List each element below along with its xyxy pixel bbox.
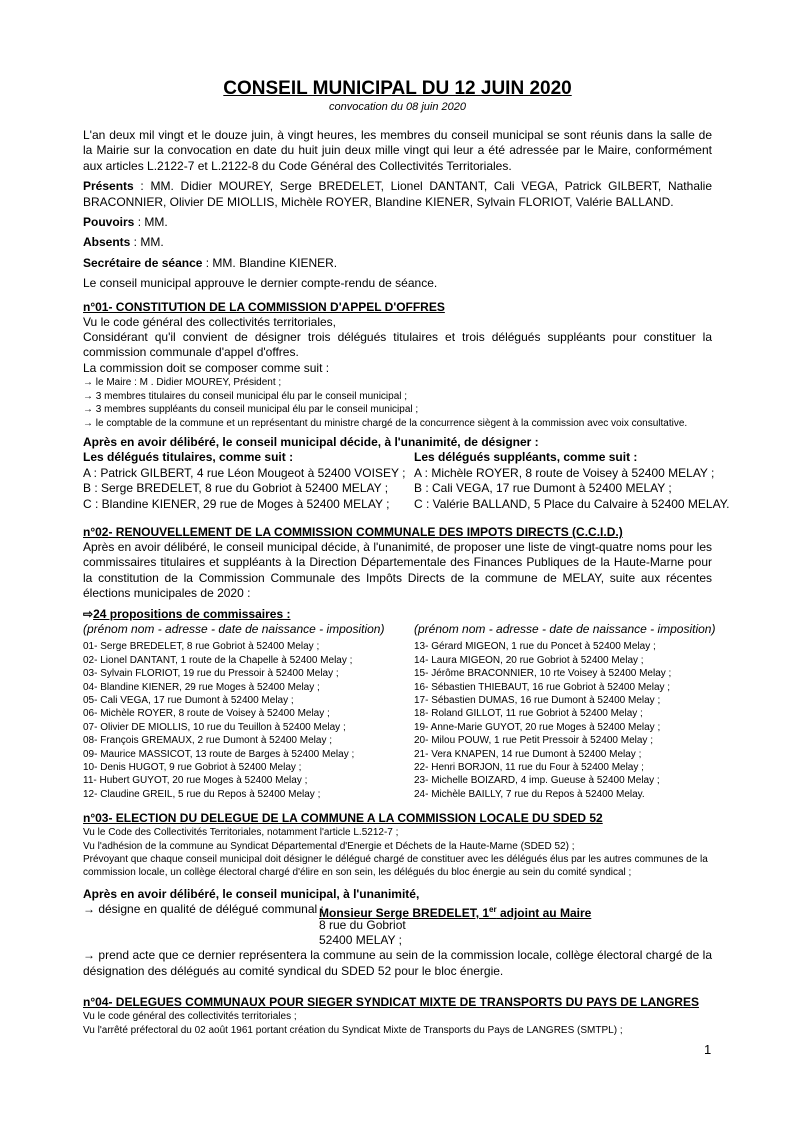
commissaire-item: 19- Anne-Marie GUYOT, 20 rue Moges à 52400 Melay ; [414, 721, 661, 733]
commissaire-item: 10- Denis HUGOT, 9 rue Gobriot à 52400 Melay ; [83, 762, 302, 774]
absents-label: Absents [83, 235, 131, 250]
arrow-right-icon: ⇨ [83, 606, 94, 621]
propositions-title-text: 24 propositions de commissaires : [93, 606, 291, 621]
commissaires-left-column [83, 622, 414, 801]
designe-text: → désigne en qualité de délégué communal : [83, 902, 324, 917]
suppleant-item: C : Valérie BALLAND, 5 Place du Calvaire à 52400 MELAY. [414, 496, 730, 511]
s1-list-item: → 3 membres suppléants du conseil municipal élu par le conseil municipal ; [83, 404, 419, 416]
commissaire-item: 18- Roland GILLOT, 11 rue Gobriot à 52400 Melay ; [414, 708, 643, 720]
commissaires-right-column [414, 621, 716, 801]
commissaire-item: 20- Milou POUW, 1 rue Petit Pressoir à 52400 Melay ; [414, 735, 653, 747]
commissaires-right-header: (prénom nom - adresse - date de naissance - imposition) [414, 621, 716, 636]
s3-decision: Après en avoir délibéré, le conseil municipal, à l'unanimité, [83, 886, 420, 901]
s4-paragraph-2: Vu l'arrêté préfectoral du 02 août 1961 portant création du Syndicat Mixte de Transports du Pays de LANGRES (SMTPL) ; [83, 1024, 623, 1036]
presents-label: Présents [83, 179, 134, 194]
s3-acte: → prend acte que ce dernier représentera la commune au sein de la commission locale, collège électoral chargé de la désignation des délégués au comité syndical du SDED 52 pour le bloc énergie. [83, 948, 712, 978]
commissaire-item: 11- Hubert GUYOT, 20 rue Moges à 52400 Melay ; [83, 775, 308, 787]
titulaire-item: B : Serge BREDELET, 8 rue du Gobriot à 52400 MELAY ; [83, 481, 389, 496]
commissaire-item: 24- Michèle BAILLY, 7 rue du Repos à 52400 Melay. [414, 788, 645, 800]
suppleants-column [414, 450, 730, 512]
commissaire-item: 06- Michèle ROYER, 8 route de Voisey à 52400 Melay ; [83, 708, 330, 720]
section-1-title: n°01- CONSTITUTION DE LA COMMISSION D'APPEL D'OFFRES [83, 299, 445, 314]
suppleant-item: B : Cali VEGA, 17 rue Dumont à 52400 MELAY ; [414, 481, 672, 496]
propositions-title [83, 607, 712, 622]
commissaires-columns [83, 621, 716, 801]
s1-paragraph-3: La commission doit se composer comme suit : [83, 360, 330, 375]
s1-paragraph-1: Vu le code général des collectivités territoriales, [83, 314, 337, 329]
commissaire-item: 16- Sébastien THIEBAUT, 16 rue Gobriot à 52400 Melay ; [414, 681, 671, 693]
delegue-name: Monsieur Serge BREDELET, 1er adjoint au Maire [319, 905, 592, 921]
delegue-address-2: 52400 MELAY ; [319, 933, 402, 948]
suppleant-item: A : Michèle ROYER, 8 route de Voisey à 52400 MELAY ; [414, 465, 715, 480]
commissaire-item: 21- Vera KNAPEN, 14 rue Dumont à 52400 Melay ; [414, 748, 642, 760]
s3-paragraph-3: Prévoyant que chaque conseil municipal doit désigner le délégué chargé de constituer avec les délégués élus par les autres communes de la commission locale, un collège électoral chargé d'élire en son sein, les délégués du bloc énergie au sein du comité syndical ; [83, 854, 708, 879]
commissaire-item: 22- Henri BORJON, 11 rue du Four à 52400 Melay ; [414, 762, 644, 774]
intro-paragraph: L'an deux mil vingt et le douze juin, à vingt heures, les membres du conseil municipal se sont réunis dans la salle de la Mairie sur la convocation en date du huit juin deux mille vingt qui leur a été adressée par le Maire, conformément aux articles L.2122-7 et L.2122-8 du Code Général des Collectivités Territoriales. [83, 128, 712, 173]
commissaire-item: 02- Lionel DANTANT, 1 route de la Chapelle à 52400 Melay ; [83, 654, 353, 666]
delegue-address-1: 8 rue du Gobriot [319, 917, 406, 932]
secretaire-line [83, 256, 712, 271]
s4-paragraph-1: Vu le code général des collectivités territoriales ; [83, 1011, 297, 1023]
titulaires-column [83, 450, 414, 512]
pouvoirs-line [83, 215, 712, 230]
s3-paragraph-2: Vu l'adhésion de la commune au Syndicat Départemental d'Energie et Déchets de la Haute-Marne (SDED 52) ; [83, 840, 575, 852]
commissaires-left-header: (prénom nom - adresse - date de naissance - imposition) [83, 621, 385, 636]
commissaire-item: 14- Laura MIGEON, 20 rue Gobriot à 52400 Melay ; [414, 654, 644, 666]
s1-decision: Après en avoir délibéré, le conseil municipal décide, à l'unanimité, de désigner : [83, 434, 539, 449]
document-page [83, 78, 730, 1037]
commissaire-item: 05- Cali VEGA, 17 rue Dumont à 52400 Melay ; [83, 695, 294, 706]
presents-line [83, 179, 712, 210]
commissaire-item: 17- Sébastien DUMAS, 16 rue Dumont à 52400 Melay ; [414, 695, 661, 706]
section-2-title: n°02- RENOUVELLEMENT DE LA COMMISSION COMMUNALE DES IMPOTS DIRECTS (C.C.I.D.) [83, 524, 623, 539]
section-3-title: n°03- ELECTION DU DELEGUE DE LA COMMUNE A LA COMMISSION LOCALE DU SDED 52 [83, 811, 603, 826]
s1-paragraph-2: Considérant qu'il convient de désigner trois délégués titulaires et trois délégués suppléants pour constituer la commission communale d'appel d'offres. [83, 330, 712, 360]
approbation-line: Le conseil municipal approuve le dernier compte-rendu de séance. [83, 276, 438, 291]
s1-list-item: → le comptable de la commune et un représentant du ministre chargé de la concurrence siègent à la commission avec voix consultative. [83, 417, 688, 429]
commissaire-item: 23- Michelle BOIZARD, 4 imp. Gueuse à 52400 Melay ; [414, 775, 660, 787]
page-subtitle: convocation du 08 juin 2020 [329, 101, 466, 113]
commissaire-item: 12- Claudine GREIL, 5 rue du Repos à 52400 Melay ; [83, 788, 321, 800]
absents-text: : MM. [130, 235, 164, 250]
section-4-title: n°04- DELEGUES COMMUNAUX POUR SIEGER SYNDICAT MIXTE DE TRANSPORTS DU PAYS DE LANGRES [83, 995, 699, 1010]
commissaire-item: 01- Serge BREDELET, 8 rue Gobriot à 52400 Melay ; [83, 641, 320, 653]
commissaire-item: 07- Olivier DE MIOLLIS, 10 rue du Teuillon à 52400 Melay ; [83, 721, 346, 733]
secretaire-text: : MM. Blandine KIENER. [202, 255, 338, 270]
suppleants-header: Les délégués suppléants, comme suit : [414, 450, 638, 465]
absents-line [83, 235, 712, 250]
pouvoirs-label: Pouvoirs [83, 215, 135, 230]
titulaire-item: A : Patrick GILBERT, 4 rue Léon Mougeot à 52400 VOISEY ; [83, 465, 406, 480]
commissaires-right-list [414, 640, 712, 801]
commissaire-item: 09- Maurice MASSICOT, 13 route de Barges à 52400 Melay ; [83, 748, 355, 760]
s2-paragraph-1: Après en avoir délibéré, le conseil municipal décide, à l'unanimité, de proposer une liste de vingt-quatre noms pour les commissaires titulaires et suppléants à la Direction Départementale des Finances Publiques de la Haute-Marne pour la constitution de la Commission Communale des Impôts Directs de la commune de MELAY, suite aux récentes élections municipales de 2020 : [83, 539, 712, 601]
pouvoirs-text: : MM. [134, 215, 168, 230]
titulaires-header: Les délégués titulaires, comme suit : [83, 450, 294, 465]
commissaires-left-list [83, 640, 414, 801]
commissaire-item: 13- Gérard MIGEON, 1 rue du Poncet à 52400 Melay ; [414, 641, 656, 653]
commissaire-item: 15- Jérôme BRACONNIER, 10 rte Voisey à 52400 Melay ; [414, 668, 672, 680]
page-number: 1 [704, 1042, 712, 1057]
s3-paragraph-1: Vu le Code des Collectivités Territoriales, notamment l'article L.5212-7 ; [83, 827, 399, 839]
delegates-columns [83, 450, 730, 512]
presents-text: : MM. Didier MOUREY, Serge BREDELET, Lionel DANTANT, Cali VEGA, Patrick GILBERT, Nathalie BRACONNIER, Olivier DE MIOLLIS, Michèle ROYER, Blandine KIENER, Sylvain FLORIOT, Valérie BALLAND. [83, 179, 712, 209]
s1-list-item: → 3 membres titulaires du conseil municipal élu par le conseil municipal ; [83, 390, 408, 402]
commissaire-item: 04- Blandine KIENER, 29 rue Moges à 52400 Melay ; [83, 681, 320, 693]
secretaire-label: Secrétaire de séance [83, 255, 203, 270]
titulaire-item: C : Blandine KIENER, 29 rue de Moges à 52400 MELAY ; [83, 496, 390, 511]
page-title: CONSEIL MUNICIPAL DU 12 JUIN 2020 [223, 78, 572, 99]
commissaire-item: 08- François GREMAUX, 2 rue Dumont à 52400 Melay ; [83, 735, 332, 747]
s1-list-item: → le Maire : M . Didier MOUREY, Président ; [83, 377, 282, 389]
designation-line [83, 902, 712, 921]
commissaire-item: 03- Sylvain FLORIOT, 19 rue du Pressoir à 52400 Melay ; [83, 668, 339, 680]
